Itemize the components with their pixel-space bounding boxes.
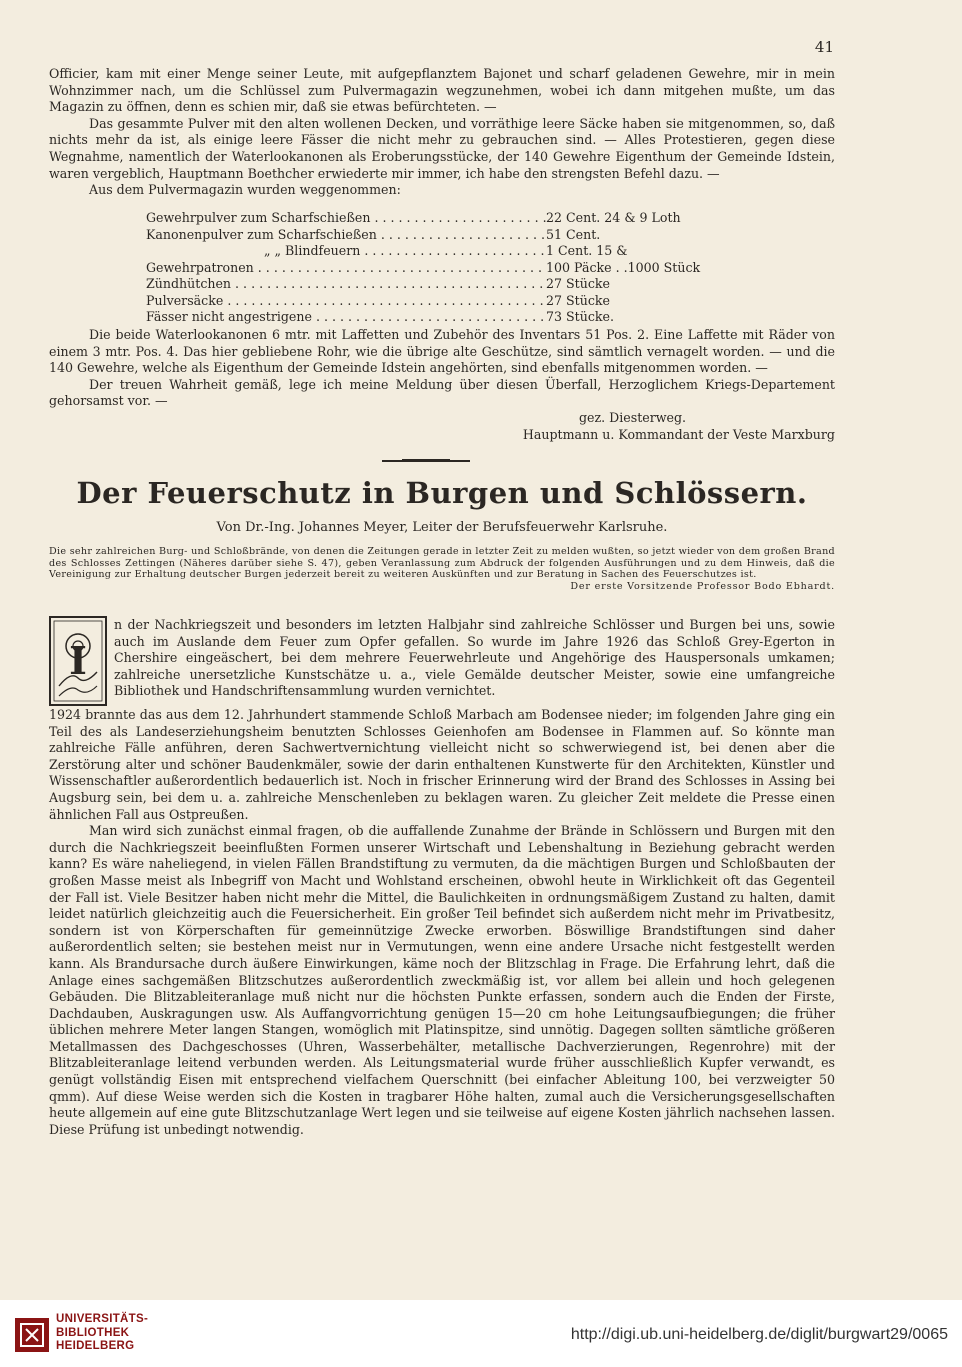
inventory-row [146, 227, 766, 244]
page-number: 41 [814, 38, 834, 56]
library-name-line2: BIBLIOTHEK [56, 1326, 130, 1339]
section-divider [382, 460, 470, 462]
inventory-item-name: Fässer nicht angestrigene . . . [146, 309, 546, 326]
report-text [49, 66, 835, 199]
inventory-item-value: 1 Cent. 15 & [546, 243, 628, 258]
inventory-item-value: 27 Stücke [546, 276, 610, 291]
inventory-item-value: 51 Cent. [546, 226, 601, 242]
inventory-item-value: 22 Cent. 24 & 9 Loth [546, 210, 681, 225]
article-byline: Von Dr.-Ing. Johannes Meyer, Leiter der Berufsfeuerwehr Karlsruhe. [216, 520, 668, 535]
article-title: Der Feuerschutz in Burgen und Schlössern. [76, 476, 808, 510]
inventory-row [146, 260, 766, 277]
inventory-item-value: 73 Stücke. [546, 309, 614, 324]
report-closing [49, 327, 835, 443]
inventory-list [146, 210, 766, 326]
inventory-row [146, 309, 766, 326]
editorial-note-signature: Der erste Vorsitzende Professor Bodo Ebhardt. [570, 580, 835, 592]
editorial-note-text: Die sehr zahlreichen Burg- und Schloßbrände, von denen die Zeitungen gerade in letzter Zeit zu melden wußten, so jetzt wieder von dem großen Brand des Schlosses Zettingen (Näheres darüber siehe S. 47), geben Veranlassung zum Abdruck der folgenden Ausführungen und zu dem Hinweis, daß die Vereinigung zur Erhaltung deutscher Burgen jederzeit bereit zu weiteren Auskünften und zur Beratung in Sachen des Feuerschutzes ist. [49, 546, 835, 580]
permalink-url[interactable]: http://digi.ub.uni-heidelberg.de/diglit/burgwart29/0065 [570, 1326, 948, 1343]
signature-name: gez. Diesterweg. [579, 409, 687, 425]
inventory-row [146, 276, 766, 293]
report-paragraph-3: Aus dem Pulvermagazin wurden weggenommen: [89, 182, 401, 198]
inventory-row [146, 210, 766, 227]
signature-rank: Hauptmann u. Kommandant der Veste Marxburg [522, 426, 835, 442]
inventory-item-value: 100 Päcke . .1000 Stück [546, 259, 701, 275]
inventory-item-name: Pulversäcke . . . [146, 293, 546, 310]
article-paragraph-2: Man wird sich zunächst einmal fragen, ob die auffallende Zunahme der Brände in Schlössern und Burgen mit den durch die Nachkriegszeit beeinflußten Formen unserer Wirtschaft und Lebenshaltung in Beziehung gebracht werden kann? Es wäre naheliegend, in vielen Fällen Brandstiftung zu vermuten, da die mächtigen Burgen und Schloßbauten der großen Masse meist als Inbegriff von Macht und Wohlstand erscheinen, obwohl heute in Wirklichkeit oft das Gegenteil der Fall ist. Viele Besitzer haben nicht mehr die Mittel, die Baulichkeiten in ordnungsmäßigem Zustand zu halten, damit leidet natürlich gleichzeitig auch die Feuersicherheit. Ein großer Teil befindet sich außerdem nicht mehr im Privatbesitz, sondern ist von Körperschaften für gemeinnützige Zwecke erworben. Böswillige Brandstiftungen sind daher außerordentlich selten; sie bestehen meist nur in Vermutungen, wenn eine andere Ursache nicht festgestellt werden kann. Als Brandursache durch äußere Einwirkungen, käme noch der Blitzschlag in Frage. Die Erfahrung lehrt, daß die Anlage eines sachgemäßen Blitzschutzes außerordentlich zweckmäßig ist, vor allem bei allein und hoch gelegenen Gebäuden. Die Blitzableiteranlage muß nicht nur die höchsten Punkte erfassen, sondern auch die Enden der Firste, Dachdauben, Auskragungen usw. Als Auffangvorrichtung genügen 15—20 cm hohe Leitungsaufbiegungen; die früher üblichen mehrere Meter langen Stangen, womöglich mit Platinspitze, sind unnötig. Dagegen sollten sämtliche größeren Metallmassen des Dachgeschosses (Uhren, Wasserbehälter, metallische Dachverzierungen, Regenrohre) mit der Blitzableiteranlage leitend verbunden werden. Als Leitungsmaterial wurde früher ausschließlich Kupfer verwandt, es genügt vollständig Eisen mit entsprechend vielfachem Querschnitt (bei einfacher Ableitung 100, bei verzweigter 50 qmm). Auf diese Weise werden sich die Kosten in tragbarer Höhe halten, zumal auch die Versicherungsgesellschaften heute allgemein auf eine gute Blitzschutzanlage Wert legen und sie teilweise auf eigene Kosten jährlich nachsehen lassen. Diese Prüfung ist unbedingt notwendig. [49, 823, 835, 1137]
article-lead [114, 617, 835, 700]
library-name[interactable] [56, 1313, 148, 1354]
report-paragraph-4: Die beide Waterlookanonen 6 mtr. mit Laffetten und Zubehör des Inventars 51 Pos. 2. Eine Laffette mit Räder von einem 3 mtr. Pos. 4. Das hier gebliebene Rohr, wie die übrige alte Geschütze, sind sämtlich vernagelt worden. — und die 140 Gewehre, welche als Eigenthum der Gemeinde Idstein angehörten, sind ebenfalls mitgenommen worden. — [49, 327, 835, 376]
library-name-line1: UNIVERSITÄTS- [56, 1313, 149, 1325]
inventory-row [146, 293, 766, 310]
report-paragraph-2: Das gesammte Pulver mit den alten wollenen Decken, und vorräthige leere Säcke haben sie mitgenommen, so, daß nichts mehr da ist, als einige leere Fässer die nicht mehr zu gebrauchen sind. — Alles Protestieren, gegen diese Wegnahme, namentlich der Waterlookanonen als Eroberungsstücke, der 140 Gewehre Eigenthum der Gemeinde Idstein, waren vergeblich, Hauptmann Boethcher erwiederte mir immer, ich habe den strengsten Befehl dazu. — [49, 115, 835, 181]
inventory-item-name: „ „ Blindfeuern . . . [146, 243, 546, 260]
report-paragraph-1: Officier, kam mit einer Menge seiner Leute, mit aufgepflanztem Bajonet und scharf geladenen Gewehre, mir in mein Wohnzimmer nach, um die Schlüssel zum Pulvermagazin wegzunehmen, wobei ich dann mitgehen mußte, um das Magazin zu öffnen, denn es schien mir, daß sie etwas befürchteten. — [49, 66, 835, 115]
inventory-item-value: 27 Stücke [546, 292, 610, 308]
article-lead-text: n der Nachkriegszeit und besonders im letzten Halbjahr sind zahlreiche Schlösser und Burgen bei uns, sowie auch im Auslande dem Feuer zum Opfer gefallen. So wurde im Jahre 1926 das Schloß Grey-Egerton in Chershire eingeäschert, bei dem mehrere Feuerwehrleute und Angehörige des Hauspersonals umkamen; zahlreiche unersetzliche Kunstschätze u. a., viele Gemälde deutscher Meister, sowie eine umfangreiche Bibliothek und Handschriftensammlung wurden vernichtet. [114, 617, 835, 699]
article-paragraph-1: 1924 brannte das aus dem 12. Jahrhundert stammende Schloß Marbach am Bodensee nieder; im folgenden Jahre ging ein Teil des als Landeserziehungsheim benutzten Schlosses Geienhofen am Bodensee in Flammen auf. So könnte man zahlreiche Fälle anführen, deren Sachwertvernichtung vielleicht nicht so schwerwiegend ist, bei denen aber die Zerstörung alter und schöner Baudenkmäler, sowie der darin enthaltenen Kunstwerte für den Architekten, Künstler und Wissenschaftler außerordentlich bedauerlich ist. Noch in frischer Erinnerung wird der Brand des Schlosses in Assing bei Augsburg sein, bei dem u. a. zahlreiche Menschenleben zu beklagen waren. Zu gleicher Zeit meldete die Presse einen ähnlichen Fall aus Ostpreußen. [49, 707, 835, 822]
inventory-item-name: Gewehrpulver zum Scharfschießen . . . [146, 210, 546, 227]
inventory-row [146, 243, 766, 260]
inventory-item-name: Kanonenpulver zum Scharfschießen . . . [146, 227, 546, 244]
library-name-line3: HEIDELBERG [56, 1340, 135, 1352]
report-paragraph-5: Der treuen Wahrheit gemäß, lege ich meine Meldung über diesen Überfall, Herzoglichem Kriegs-Departement gehorsamst vor. — [49, 376, 835, 409]
inventory-item-name: Zündhütchen . . . [146, 276, 546, 293]
editorial-note [49, 546, 835, 592]
dropcap-letter: I [69, 638, 87, 683]
inventory-item-name: Gewehrpatronen . . . [146, 260, 546, 277]
article-body [49, 707, 835, 1138]
ornamental-initial [49, 616, 107, 706]
university-logo-icon[interactable] [14, 1317, 50, 1353]
